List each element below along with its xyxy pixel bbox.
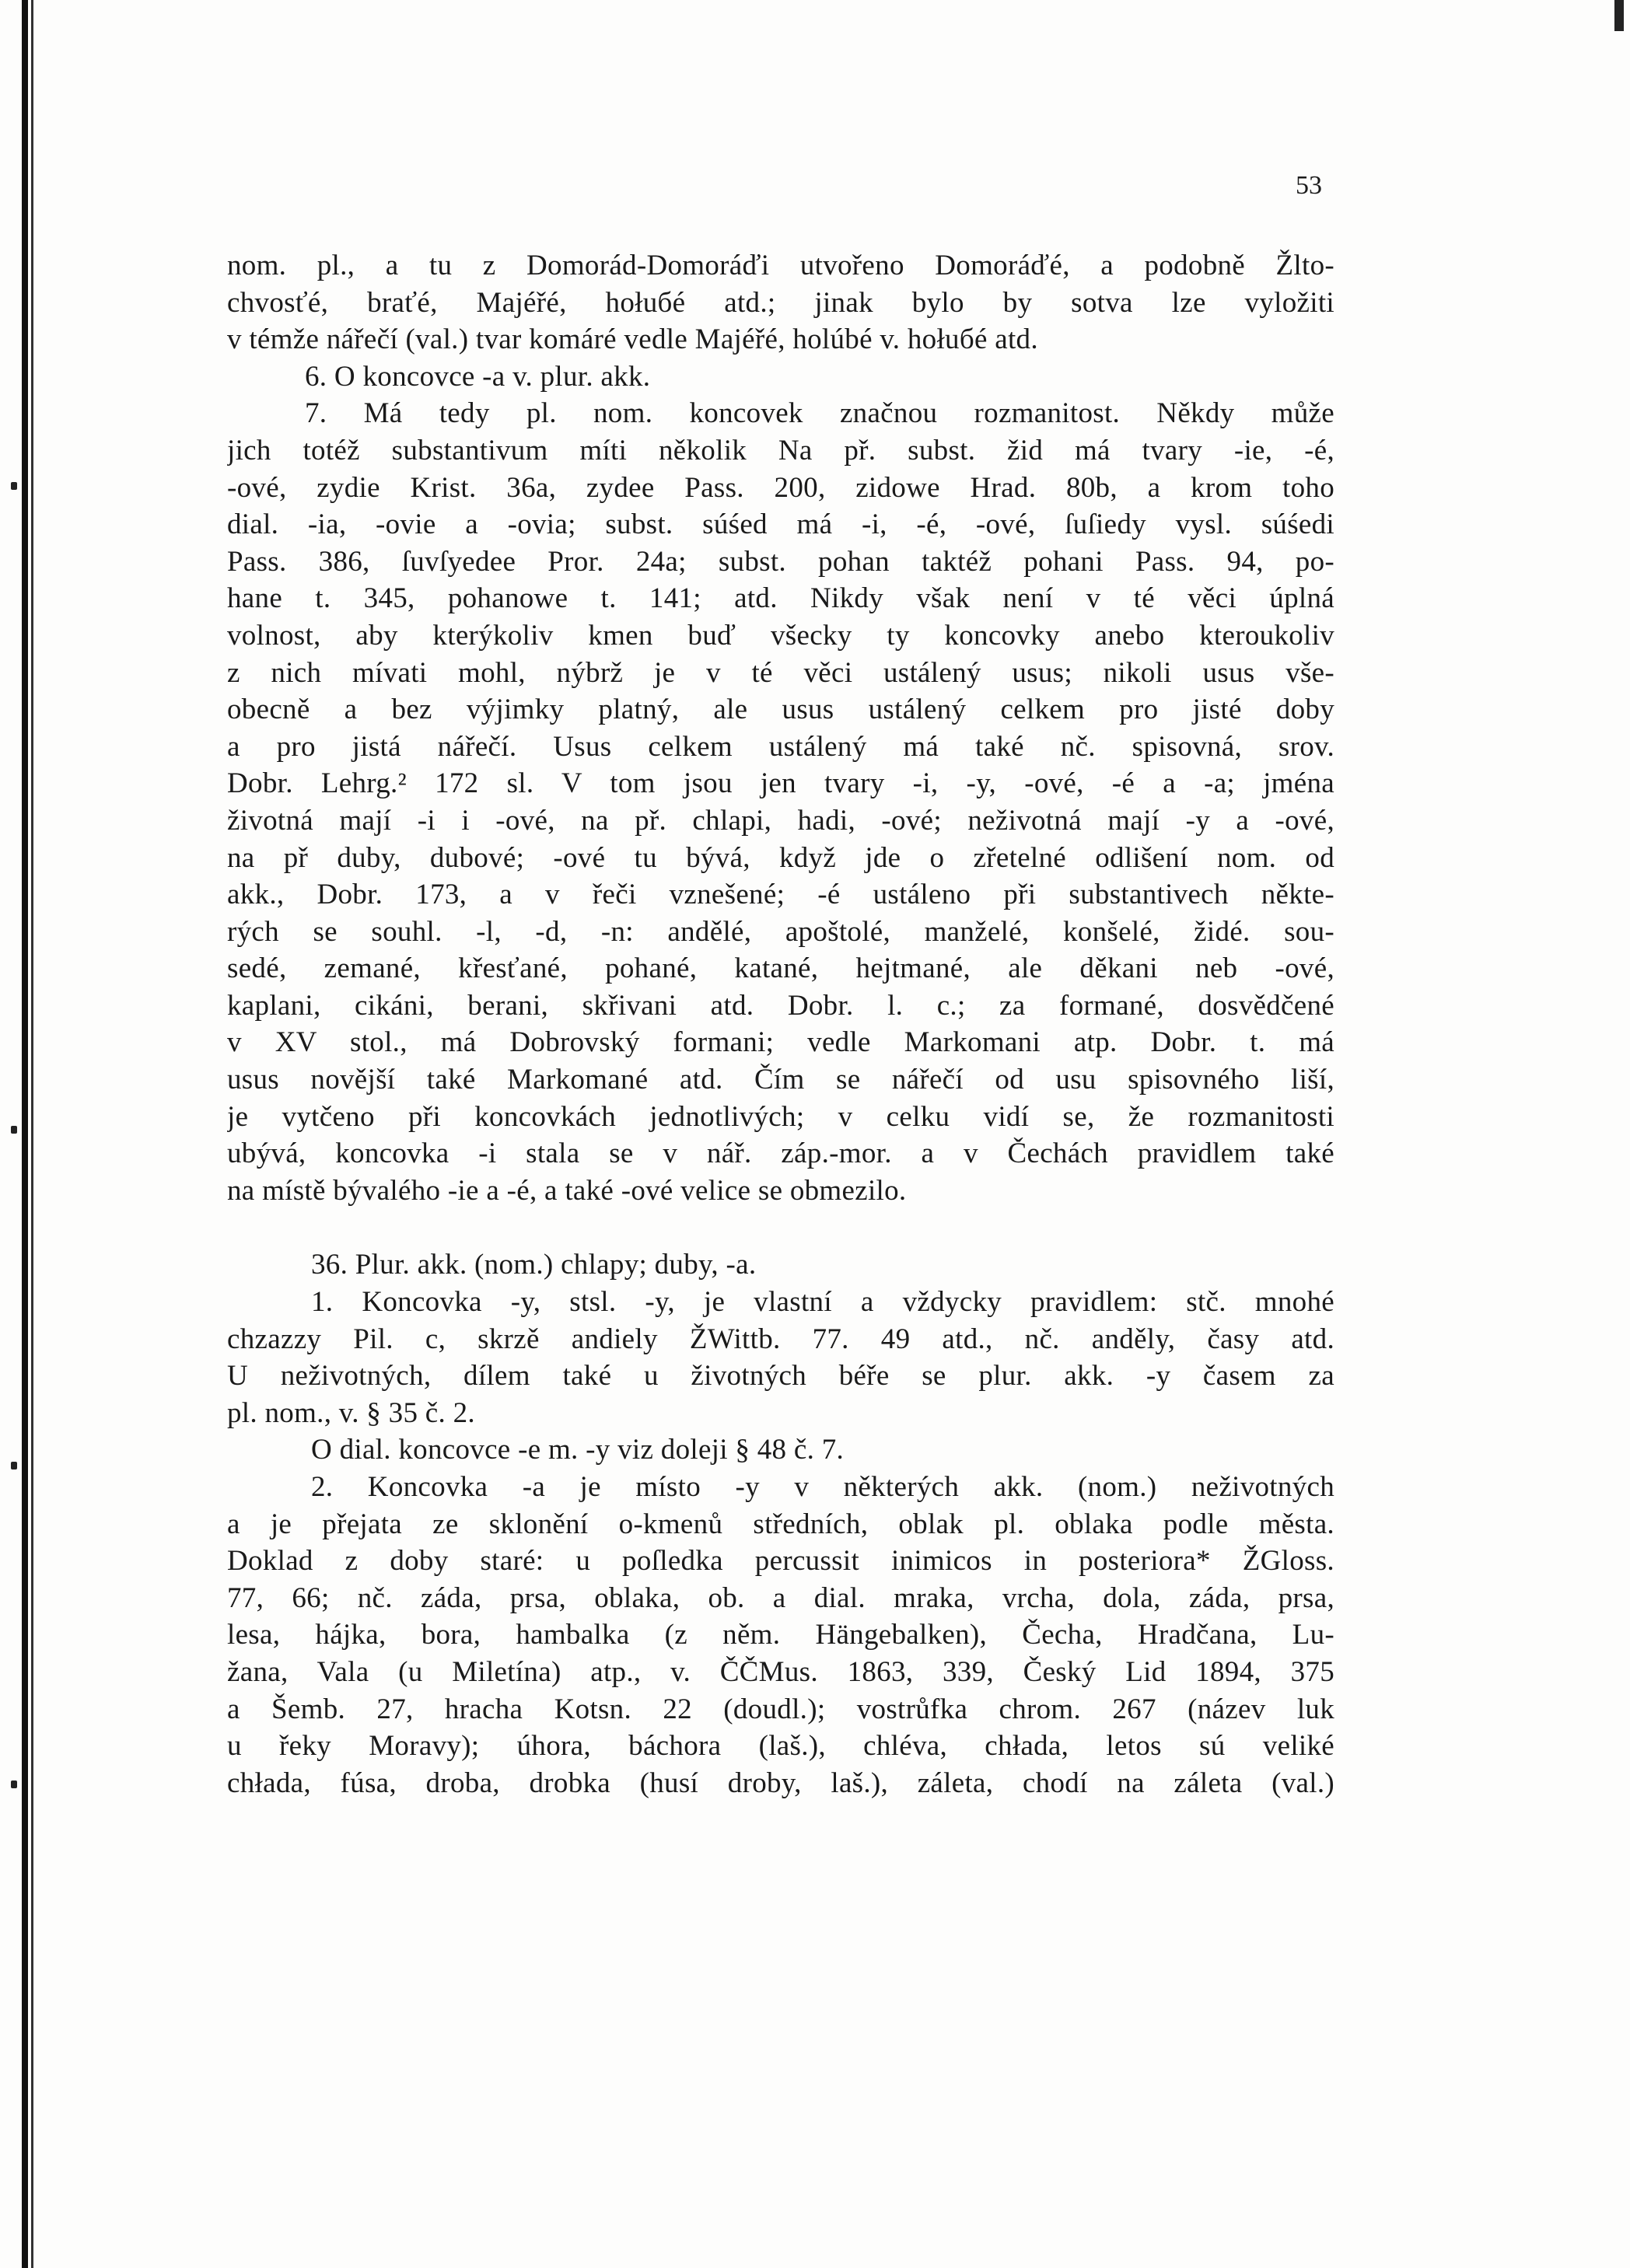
margin-mark — [11, 482, 17, 490]
text-line: hane t. 345, pohanowe t. 141; atd. Nikdy však není v té věci úplná — [227, 582, 1334, 615]
body-text — [227, 247, 1334, 1801]
text-line: kaplani, cikáni, berani, skřivani atd. Dobr. l. c.; za formané, dosvědčené — [227, 989, 1334, 1022]
binding-shadow — [22, 0, 28, 2268]
margin-mark — [11, 1126, 17, 1134]
text-line: na př duby, dubové; -ové tu bývá, když jde o zřetelné odlišení nom. od — [227, 841, 1334, 874]
text-line: 7. Má tedy pl. nom. koncovek značnou rozmanitost. Někdy může — [305, 397, 1334, 430]
margin-mark — [11, 1462, 17, 1469]
section-gap — [227, 1209, 1334, 1246]
text-line: Doklad z doby staré: u poſledka percussit inimicos in posteriora* ŽGloss. — [227, 1545, 1334, 1578]
text-line: životná mají -i i -ové, na př. chlapi, hadi, -ové; neživotná mají -y a -ové, — [227, 804, 1334, 837]
section-36 — [227, 1246, 1334, 1801]
text-line: lesa, hájka, bora, hambalka (z něm. Hängebalken), Čecha, Hradčana, Lu- — [227, 1619, 1334, 1651]
text-line: akk., Dobr. 173, a v řeči vznešené; -é ustáleno při substantivech někte- — [227, 879, 1334, 911]
text-line: je vytčeno při koncovkách jednotlivých; v celku vidí se, že rozmanitosti — [227, 1100, 1334, 1133]
text-line: jich totéž substantivum míti několik Na př. subst. žid má tvary -ie, -é, — [227, 434, 1334, 467]
text-line: žana, Vala (u Miletína) atp., v. ČČMus. 1863, 339, Český Lid 1894, 375 — [227, 1655, 1334, 1688]
text-line: a pro jistá nářečí. Usus celkem ustálený má také nč. spisovná, srov. — [227, 730, 1334, 763]
page-number: 53 — [1296, 171, 1322, 200]
text-line: U neživotných, dílem také u životných béře se plur. akk. -y časem za — [227, 1360, 1334, 1393]
text-line: Dobr. Lehrg.² 172 sl. V tom jsou jen tvary -i, -y, -ové, -é a -a; jména — [227, 767, 1334, 800]
text-line: 2. Koncovka -a je místo -y v některých akk. (nom.) neživotných — [311, 1471, 1334, 1503]
text-line: O dial. koncovce -e m. -y viz doleji § 48 č. 7. — [311, 1434, 845, 1466]
text-line: z nich mívati mohl, nýbrž je v té věci ustálený usus; nikoli usus vše- — [227, 656, 1334, 689]
text-line: dial. -ia, -ovie a -ovia; subst. súśed má -i, -é, -ové, ſuſiedy vysl. súśedi — [227, 508, 1334, 541]
text-line: pl. nom., v. § 35 č. 2. — [227, 1396, 475, 1429]
section-heading: 36. Plur. akk. (nom.) chlapy; duby, -a. — [311, 1249, 757, 1281]
text-line: sedé, zemané, křesťané, pohané, katané, hejtmané, ale děkani neb -ové, — [227, 952, 1334, 985]
text-line: Pass. 386, ſuvſyedee Pror. 24a; subst. pohan taktéž pohani Pass. 94, po- — [227, 545, 1334, 578]
text-line: na místě bývalého -ie a -é, a také -ové velice se obmezilo. — [227, 1174, 907, 1207]
text-line: usus novější také Markomané atd. Čím se nářečí od usu spisovného liší, — [227, 1064, 1334, 1096]
margin-mark — [11, 1781, 17, 1788]
text-line: chłada, fúsa, droba, drobka (husí droby, laš.), záleta, chodí na záleta (val.) — [227, 1767, 1334, 1799]
text-line: u řeky Moravy); úhora, báchora (laš.), chléva, chłada, letos sú veliké — [227, 1730, 1334, 1763]
text-line: a je přejata ze sklonění o-kmenů středních, oblak pl. oblaka podle města. — [227, 1508, 1334, 1540]
text-line: obecně a bez výjimky platný, ale usus ustálený celkem pro jisté doby — [227, 694, 1334, 726]
text-line: -ové, zydie Krist. 36a, zydee Pass. 200, zidowe Hrad. 80b, a krom toho — [227, 471, 1334, 504]
text-line: volnost, aby kterýkoliv kmen buď všecky ty koncovky anebo kteroukoliv — [227, 619, 1334, 652]
text-line: chvosťé, braťé, Majéřé, hołuбé atd.; jinak bylo by sotva lze vyložiti — [227, 286, 1334, 319]
text-line: 77, 66; nč. záda, prsa, oblaka, ob. a dial. mraka, vrcha, dola, záda, prsa, — [227, 1581, 1334, 1614]
text-line: nom. pl., a tu z Domorád-Domoráďi utvořeno Domoráďé, a podobně Žlto- — [227, 250, 1334, 281]
text-line: v XV stol., má Dobrovský formani; vedle Markomani atp. Dobr. t. má — [227, 1026, 1334, 1059]
corner-mark — [1614, 0, 1624, 31]
text-line: chzazzy Pil. c, skrzě andiely ŽWittb. 77. 49 atd., nč. anděly, časy atd. — [227, 1323, 1334, 1355]
text-line: ubývá, koncovka -i stala se v nář. záp.-mor. a v Čechách pravidlem také — [227, 1137, 1334, 1170]
text-line: a Šemb. 27, hracha Kotsn. 22 (doudl.); vostrůfka chrom. 267 (název luk — [227, 1693, 1334, 1725]
text-line: 6. O koncovce -a v. plur. akk. — [305, 360, 651, 393]
paragraph-plural-nominative — [227, 247, 1334, 1209]
binding-line — [31, 0, 33, 2268]
text-line: v témže nářečí (val.) tvar komáré vedle Majéřé, holúbé v. hołuбé atd. — [227, 323, 1038, 356]
text-line: rých se souhl. -l, -d, -n: andělé, apoštolé, manželé, konšelé, židé. sou- — [227, 915, 1334, 948]
text-line: 1. Koncovka -y, stsl. -y, je vlastní a vždycky pravidlem: stč. mnohé — [311, 1286, 1334, 1319]
